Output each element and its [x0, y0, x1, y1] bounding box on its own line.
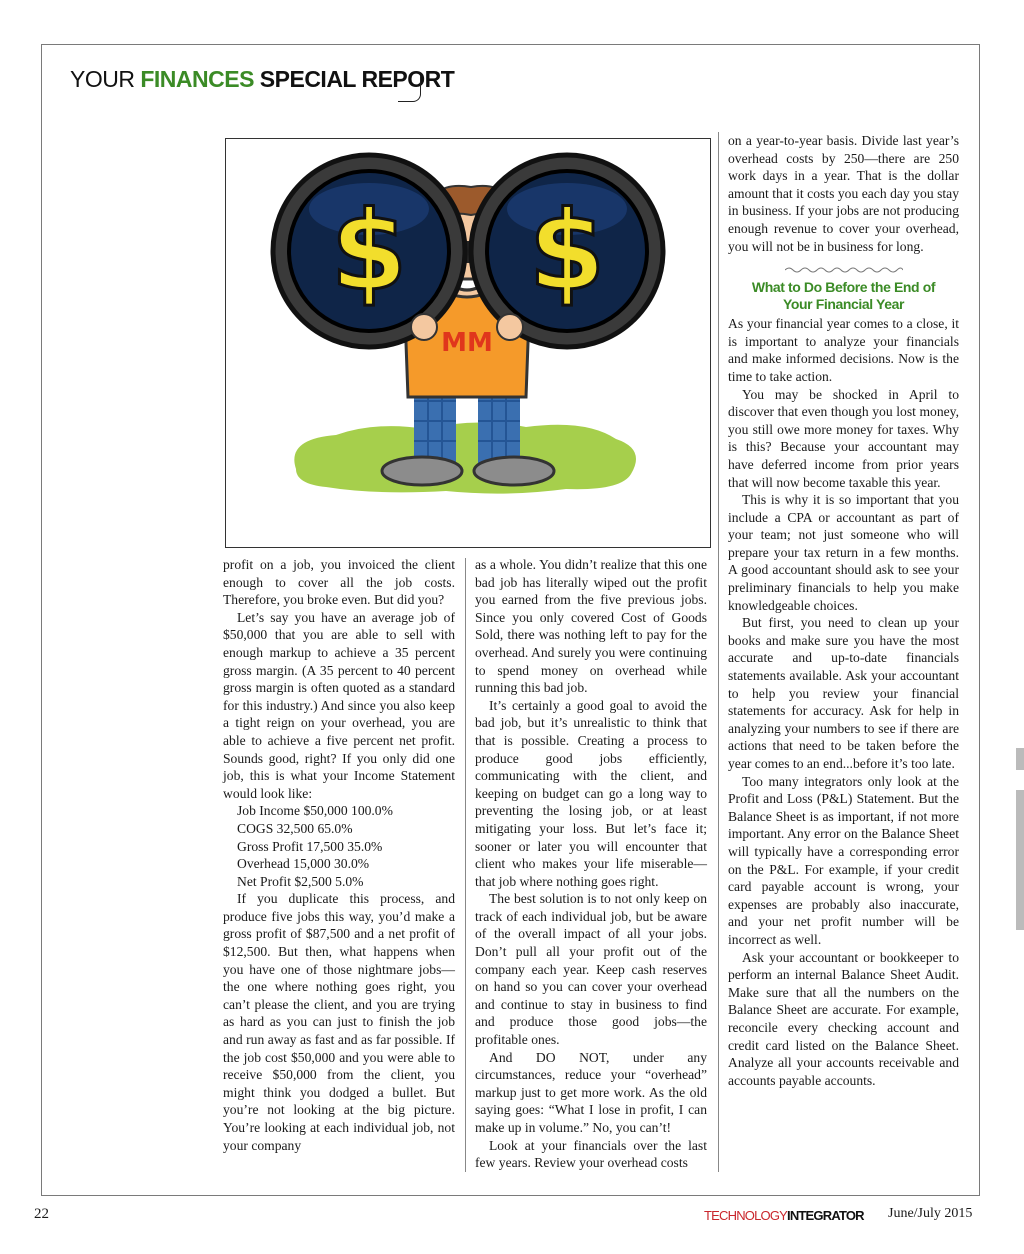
- left-shoe: [382, 457, 462, 485]
- paragraph: It’s certainly a good goal to avoid the bad job, but it’s unrealistic to think that that is possible. Creating a process to produce good jobs efficiently, communicating with the client, and keeping on budget can go a long way to preventing the losing job, or at least mitigating your loss. But let’s face it; sooner or later you will encounter that client who makes your life miserable—that job where nothing goes right.: [475, 697, 707, 889]
- paragraph: as a whole. You didn’t realize that this one bad job has literally wiped out the profit you earned from the five previous jobs. Since you only covered Cost of Goods Sold, there was nothing left to pay for the overhead. And surely you were continuing to spend money on overhead while running this bad job.: [475, 557, 707, 696]
- paragraph: Let’s say you have an average job of $50,000 that you are able to sell with enough markup to achieve a 35 percent gross margin. (A 35 percent to 40 percent gross margin is often quoted as a standard for this industry.) And since you also keep a tight reign on your overhead, you are able to achieve a five percent net profit. Sounds good, right? If you only did one job, this is what your Income Statement would look like:: [223, 609, 455, 801]
- income-row: Job Income $50,000 100.0%: [237, 803, 393, 819]
- income-row: Gross Profit 17,500 35.0%: [237, 838, 383, 854]
- article-column-3: [728, 132, 959, 1089]
- right-hand: [497, 314, 523, 340]
- article-column-2: [475, 556, 707, 1172]
- magazine-brand: [704, 1208, 864, 1223]
- paragraph: If you duplicate this process, and produce five jobs this way, you’d make a gross profit of $87,500 and a net profit of $12,500. But then, what happens when you have one of those nightmare jobs—the one where nothing goes right, you can’t please the client, and you are trying as hard as you can just to finish the job and run away as fast and as far possible. If the job cost $50,000 and you were able to receive $50,000 from the client, you might think you dodged a bullet. But you’re not looking at the big picture. You’re looking at each individual job, not your company: [223, 891, 455, 1153]
- shirt-logo-text: MM: [441, 328, 493, 358]
- left-hand: [411, 314, 437, 340]
- squiggle-divider-icon: [785, 265, 903, 275]
- paragraph: And DO NOT, under any circumstances, reduce your “overhead” markup just to get more work. As the old saying goes: “What I lose in profit, I can make up in volume.” No, you can’t!: [475, 1049, 707, 1135]
- paragraph: As your financial year comes to a close, it is important to analyze your financials and make informed decisions. Now is the time to take action.: [728, 316, 959, 384]
- subheading-line-1: What to Do Before the End of: [751, 279, 936, 296]
- grass-patch: [294, 422, 636, 493]
- left-dollar-sign: $: [330, 187, 408, 315]
- subheading-line-2: Your Financial Year: [782, 296, 905, 313]
- section-header: [70, 66, 454, 93]
- article-column-1: [223, 556, 455, 1154]
- illustration-box: [225, 138, 711, 548]
- income-statement-list: [223, 802, 455, 890]
- binoculars-dollar-illustration: [226, 139, 710, 547]
- paragraph: Look at your financials over the last few years. Review your overhead costs: [475, 1137, 707, 1171]
- paragraph: This is why it is so important that you include a CPA or accountant as part of your team; not just someone who will prepare your tax return in a few months. A good accountant should ask to see your preliminary financials to help you make knowledgeable choices.: [728, 492, 959, 613]
- header-word-special-report: SPECIAL REPORT: [253, 66, 455, 92]
- paragraph: on a year-to-year basis. Divide last year’s overhead costs by 250—there are 250 work days in a year. That is the dollar amount that it costs you each day you stay in business. If your jobs are not producing enough revenue to cover your overhead, you will not be in business for long.: [728, 133, 959, 254]
- header-word-finances: FINANCES: [140, 66, 254, 92]
- subheading: [728, 279, 959, 313]
- header-word-your: YOUR: [70, 66, 141, 92]
- paragraph: The best solution is to not only keep on track of each individual job, but be aware of the overall impact of all your jobs. Don’t pull all your profit out of the company each year. Keep cash reserves on hand so you can cover your overhead and continue to stay in business to find and produce those good jobs—the profitable ones.: [475, 891, 707, 1048]
- brand-integrator: INTEGRATOR: [787, 1208, 864, 1223]
- header-hook-decoration: [398, 76, 421, 102]
- income-row: COGS 32,500 65.0%: [237, 820, 353, 836]
- column-divider-1: [465, 558, 466, 1172]
- right-shoe: [474, 457, 554, 485]
- page-number: 22: [34, 1206, 49, 1222]
- paragraph: Ask your accountant or bookkeeper to perform an internal Balance Sheet Audit. Make sure that all the numbers on the Balance Sheet are accurate. For example, reconcile every checking account and credit card listed on the Balance Sheet. Analyze all your accounts receivable and accounts payable accounts.: [728, 949, 959, 1088]
- brand-technology: TECHNOLOGY: [704, 1208, 788, 1223]
- income-row: Overhead 15,000 30.0%: [237, 856, 370, 872]
- page-edge-mark: [1016, 748, 1024, 770]
- income-row: Net Profit $2,500 5.0%: [237, 873, 364, 889]
- issue-date: June/July 2015: [888, 1206, 973, 1221]
- page-edge-mark: [1016, 790, 1024, 930]
- column-divider-2: [718, 132, 719, 1172]
- paragraph: You may be shocked in April to discover that even though you lost money, you still owe more money for taxes. Why is this? Because your accountant may have deferred income from prior years that will now become taxable this year.: [728, 386, 959, 490]
- paragraph: But first, you need to clean up your books and make sure you have the most accurate and up-to-date financials statements available. Ask your accountant to help you review your financial statements for accuracy. Ask for help in analyzing your numbers to see if there are actions that need to be taken before the year comes to an end...before it’s too late.: [728, 615, 959, 771]
- paragraph: Too many integrators only look at the Profit and Loss (P&L) Statement. But the Balance Sheet is as important, if not more important. Any error on the Balance Sheet will typically have a corresponding error on the P&L. For example, if your credit card payable account is wrong, your expenses are probably also inaccurate, and your net profit number will be incorrect as well.: [728, 773, 959, 947]
- paragraph: profit on a job, you invoiced the client enough to cover all the job costs. Therefore, you broke even. But did you?: [223, 557, 455, 608]
- right-dollar-sign: $: [528, 187, 606, 315]
